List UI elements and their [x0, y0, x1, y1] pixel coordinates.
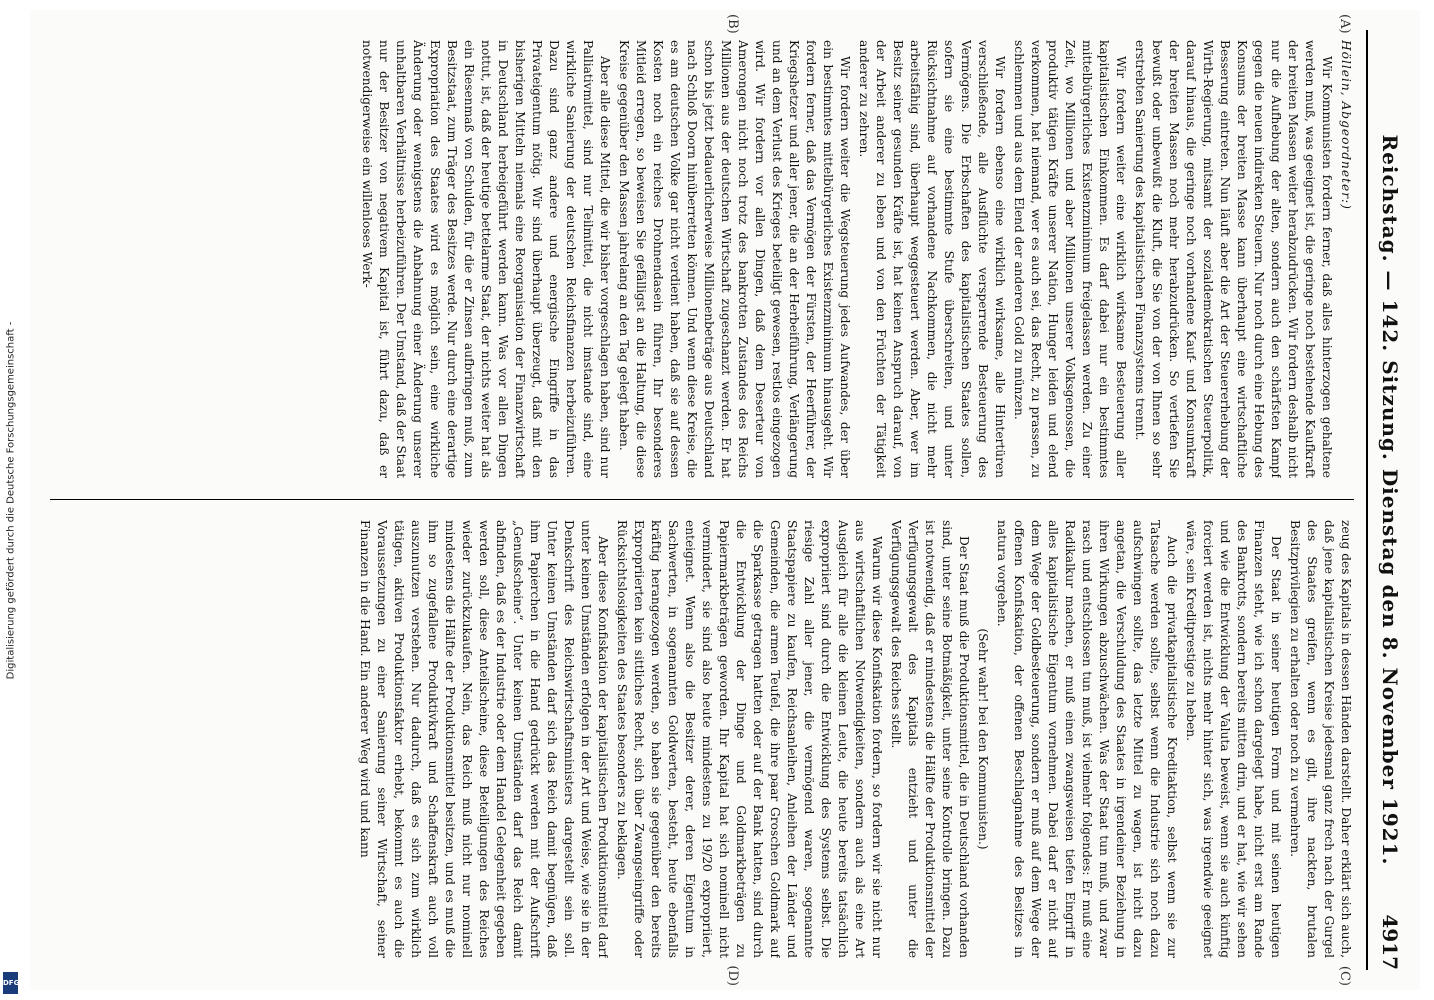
interjection: (Sehr wahr! bei den Kommunisten.) — [976, 628, 990, 850]
paragraph: Wir fordern weiter eine wirklich wirksame Besteuerung aller kapitalistischen Einkommen. Es darf dabei nur ein bestimmtes mittelbürgerliches Existenzminimum freigelassen werden. Zu einer Zeit, wo Millionen und aber Millionen unserer Volksgenossen, die produktiv tätigen Kräfte unserer Nation, Hunger leiden und elend verkommen, hat niemand, wer es auch sei, das Recht, zu prassen, zu schlemmen und aus dem Elend der anderen Gold zu münzen. — [1012, 40, 1128, 478]
paragraph: Der Staat muß die Produktionsmittel, die in Deutschland vorhanden sind, unter seine Botmäßigkeit, unter seine Kontrolle bringen. Dazu ist notwendig, daß er mindestens die Hälfte der Produktionsmittel der Verfügungsgewalt des Kapitals entzieht und unter die Verfügungsgewalt des Reiches stellt. — [889, 520, 971, 958]
right-column — [50, 520, 1354, 958]
paragraph: Wir fordern weiter die Wegsteuerung jedes Aufwandes, der über ein bestimmtes mittelbürgerliches Existenzminimum hinausgeht. Wir fordern ferner, daß das Vermögen der Fürsten, der Heerführer, der Kriegshetzer und aller jener, die an der Herbeiführung, Verlängerung und an dem Verlust des Krieges beteiligt gewesen, restlos eingezogen wird. Wir fordern vor allen Dingen, daß dem Deserteur von Amerongen nicht noch trotz des bankrotten Zustandes des Reichs Millionen aus der deutschen Wirtschaft zugeschanzt werden. Er hat schon bis jetzt bedauerlicherweise Millionenbeträge aus Deutschland nach Schloß Doorn hinüberretten können. Und wenn diese Kreise, die es am deutschen Volke gar nicht verdient haben, daß sie auf dessen Kosten noch ein reiches Drohnendasein führen, Ihr besonderes Mitleid erregen, so beweisen Sie gefälligst an die Haltung, die diese Kreise gegenüber den Massen jahrelang an den Tag gelegt haben. — [617, 40, 852, 478]
page-number: 4917 — [1378, 914, 1402, 970]
dfg-logo: DFG — [3, 972, 18, 994]
paragraph: Der Staat in seiner heutigen Form und mit seinen heutigen Finanzen steht, wie ich schon dargelegt habe, nicht erst am Rande des Bankrotts, sondern bereits mitten drin, und er hat, wie wir sehen und wie die Entwicklung der Valuta beweist, wenn sie auch künftig forciert werden ist, nichts mehr hinter sich, was irgendwie geeignet wäre, sein Kreditprestige zu heben. — [1184, 520, 1283, 958]
page-header — [1366, 30, 1408, 970]
paragraph: Aber alle diese Mittel, die wir bisher vorgeschlagen haben, sind nur Palliativmittel, sind nur Teilmittel, die nicht imstande sind, eine wirkliche Sanierung der deutschen Reichsfinanzen herbeizuführen. Dazu sind ganz andere und energische Eingriffe in das Privateigentum nötig. Wir sind überhaupt überzeugt, daß mit den bisherigen Mitteln niemals eine Reorganisation der Finanzwirtschaft in Deutschland herbeigeführt werden kann. Was vor allen Dingen nottut, ist, daß der heutige bettelarme Staat, der nichts weiter hat als ein Riesenmaß von Schulden, für die er Zinsen aufbringen muß, zum Besitzstaat, zum Träger des Besitzes werde. Nur durch eine derartige Expropriation des Staates wird es möglich sein, eine wirkliche Änderung oder wenigstens die Anbahnung einer Änderung unserer unhaltbaren Verhältnisse herbeizuführen. Der Umstand, daß der Staat nur der Besitzer von negativem Kapital ist, führt dazu, daß er notwendigerweise ein willenloses Werk- — [360, 40, 612, 478]
margin-marker-b: (B) — [725, 14, 740, 34]
paragraph: Auch die privatkapitalistische Kreditaktion, selbst wenn sie zur Tatsache werden sollte, selbst wenn die Industrie sich noch dazu aufschwingen sollte, das letzte Mittel zu wagen, ist nicht dazu angetan, die Verschuldung des Staates in irgendeiner Beziehung in ihren Wirkungen abzuschwächen. Was der Staat tun muß, und zwar rasch und entschlossen tun muß, ist vielmehr folgendes: Er muß eine Radikalkur machen, er muß einen zwangsweisen tiefen Eingriff in alles kapitalistische Eigentum vornehmen. Dabei darf er nicht auf dem Wege der Goldbesteuerung, sondern er muß auf dem Wege der offenen Konfiskation, der offenen Beschlagnahme des Besitzes in natura vorgehen. — [995, 520, 1179, 958]
left-column — [50, 40, 1354, 478]
paragraph: Warum wir diese Konfiskation fordern, so fordern wir sie nicht nur aus wirtschaftlichen Notwendigkeiten, sondern auch als eine Art Ausgleich für alle die kleinen Leute, die heute bereits tatsächlich expropriiert sind durch die Entwicklung des Systems selbst. Die riesige Zahl aller jener, die vermögend waren, sogenannte Staatspapiere zu kaufen, Reichsanleihen, Anleihen der Länder und Gemeinden, die armen Teufel, die ihre paar Groschen Goldmark auf die Sparkasse getragen hatten oder auf der Bank hatten, sind durch die Entwicklung der Dinge und Goldmarkbeträgen zu Papiermarkbeträgen geworden. Ihr Kapital hat sich nominell nicht vermindert, sie sind also heute mindestens zu 19/20 expropriiert, enteignet. Wenn also die Besitzer derer, deren Eigentum in Sachwerten, in sogenannten Goldwerten, besteht, heute ebenfalls kräftig herangezogen werden, so haben sie gegenüber den bereits Expropriierten kein sittliches Recht, sich über Zwangseingriffe oder Rücksichtslosigkeiten des Staates besonders zu beklagen. — [615, 520, 884, 958]
paragraph: Wir fordern ebenso eine wirklich wirksame, alle Hintertüren verschließende, alle Ausflüchte versperrende Besteuerung des Vermögens. Die Erbschaften des kapitalistischen Staates sollen, sofern sie eine bestimmte Stufe überschreiten, und unter Rücksichtnahme auf vorhandene Nachkommen, die nicht mehr arbeitsfähig sind, überhaupt weggesteuert werden. Aber, wer im Besitz seiner gesunden Kräfte ist, hat keinen Anspruch darauf, von der Arbeit anderer zu leben und von den Früchten der Tätigkeit anderer zu zehren. — [857, 40, 1007, 478]
page-wrapper — [30, 10, 1420, 990]
scanned-page — [30, 10, 1420, 990]
margin-marker-d: (D) — [725, 965, 740, 986]
column-divider — [50, 499, 1354, 500]
header-title: Reichstag. — 142. Sitzung. Dienstag den 8. November 1921. — [1378, 134, 1402, 866]
margin-marker-c: (C) — [1337, 965, 1352, 986]
header-left — [1378, 30, 1400, 120]
digitization-credit-strip — [0, 0, 22, 1000]
margin-marker-a: (A) — [1337, 14, 1352, 34]
paragraph: Wir Kommunisten fordern ferner, daß alles hinterzogen gehaltene werden muß, was geeignet ist, die geringe noch bestehende Kaufkraft der breiten Massen weiter herabzudrücken. Wir fordern deshalb nicht nur die Aufhebung der alten, sondern auch den schärfsten Kampf gegen die neuen indirekten Steuern. Nur noch durch eine Hebung des Konsums der breiten Masse kann überhaupt eine wirtschaftliche Besserung eintreten. Nun läuft aber die Art der Steuererhebung der Wirth-Regierung, mitsamt der sozialdemokratischen Steuerpolitik, darauf hinaus, die geringe noch vorhandene Kauf- und Konsumkraft der breiten Massen noch mehr herabzudrücken. So vertiefen Sie bewußt oder unbewußt die Kluft, die Sie von der von Ihnen so sehr erstrebten Sanierung des kapitalistischen Finanzsystems trennt. — [1133, 40, 1334, 478]
paragraph: zeug des Kapitals in dessen Händen darstellt. Daher erklärt sich auch, daß jene kapitalistischen Kreise jedesmal ganz frech nach der Gurgel des Staates greifen, wenn es gilt, ihre nackten, brutalen Besitzprivilegien zu erhalten oder noch zu vermehren. — [1288, 520, 1353, 958]
digitization-credit: Digitalisierung gefördert durch die Deutsche Forschungsgemeinschaft - — [5, 321, 17, 679]
paragraph: Aber diese Konfiskation der kapitalistischen Produktionsmittel darf unter keinen Umständen erfolgen in der Art und Weise, wie sie in der Denkschrift des Reichswirtschaftsministers dargestellt sein soll. Unter keinen Umständen darf sich das Reich damit begnügen, daß ihm Papierchen in die Hand gedrückt werden mit der Aufschrift „Genußscheine“. Unter keinen Umständen darf das Reich damit abfinden, daß es der Industrie oder dem Handel Gelegenheit gegeben werden soll, diese Anteilscheine, diese Beteiligungen des Reiches wieder zurückzukaufen. Nein, das Reich muß nicht nur nominell mindestens die Hälfte der Produktionsmittel besitzen, und es muß die ihm so zugefallene Produktivkraft und Schaffenskraft auch voll auszunutzen verstehen. Nur dadurch, daß es sich zum wirklich tätigen, aktiven Produktionsfaktor erhebt, bekommt es auch die Voraussetzungen zu einer Sanierung seiner Wirtschaft, seiner Finanzen in die Hand. Ein anderer Weg wird und kann — [358, 520, 610, 958]
speaker-name: Höllein, Abgeordneter:) — [1339, 40, 1353, 210]
